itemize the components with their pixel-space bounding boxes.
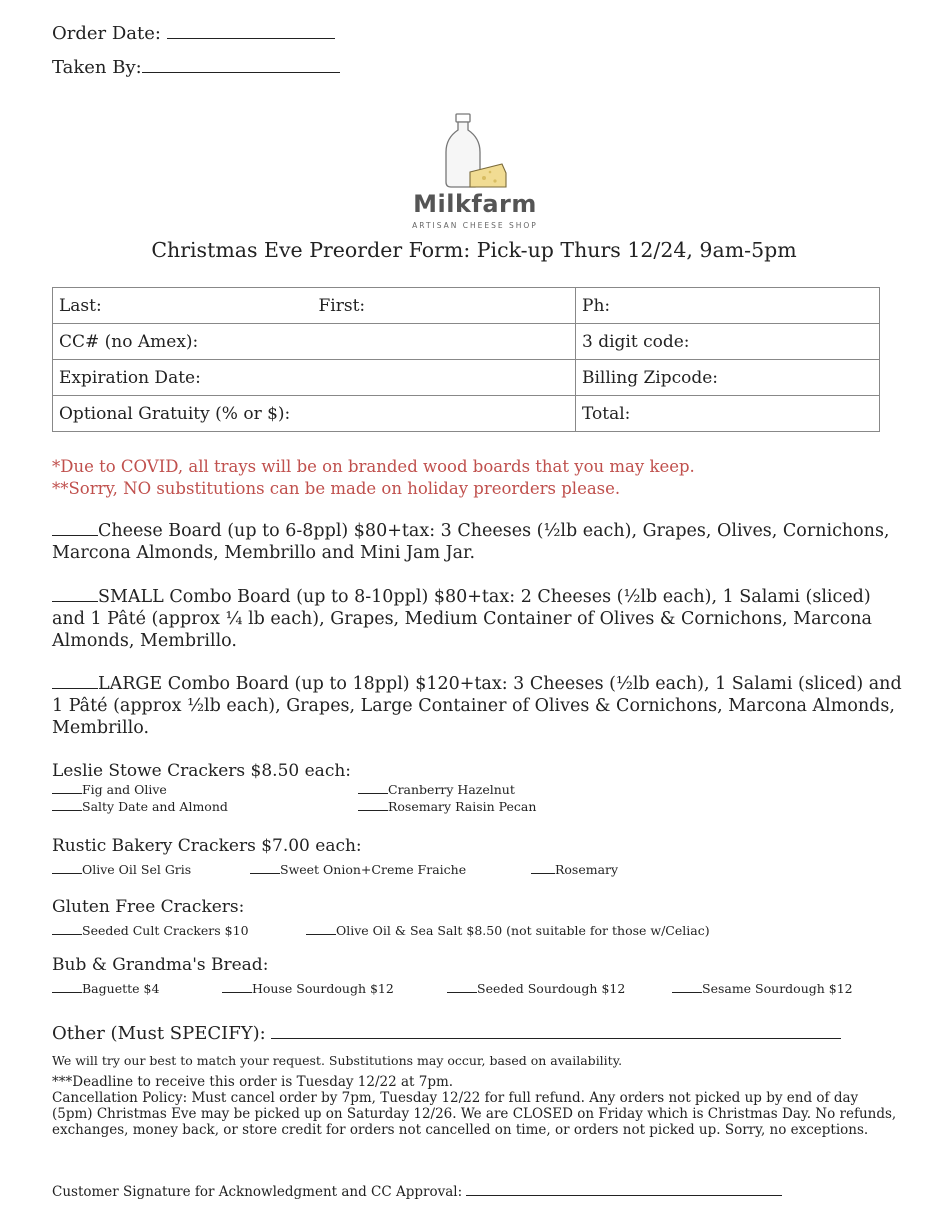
substitution-notice: **Sorry, NO substitutions can be made on holiday preorders please. xyxy=(52,479,621,498)
signature-line[interactable] xyxy=(466,1183,782,1196)
qty-line[interactable] xyxy=(531,863,555,874)
phone-label: Ph: xyxy=(582,295,611,316)
total-cell[interactable] xyxy=(576,396,880,432)
order-date-label: Order Date: xyxy=(52,23,161,44)
taken-by-field[interactable] xyxy=(52,56,340,78)
first-name-label: First: xyxy=(318,295,366,316)
brand-tagline: ARTISAN CHEESE SHOP xyxy=(412,221,538,230)
cc-cell[interactable] xyxy=(53,324,576,360)
list-item[interactable] xyxy=(52,862,191,877)
page-title: Christmas Eve Preorder Form: Pick-up Thurs 12/24, 9am-5pm xyxy=(151,238,797,262)
substitution-note: We will try our best to match your request. Substitutions may occur, based on availability. xyxy=(52,1053,623,1068)
code-cell[interactable] xyxy=(576,324,880,360)
table-row xyxy=(53,396,880,432)
table-row xyxy=(53,288,880,324)
qty-line[interactable] xyxy=(447,982,477,993)
list-item[interactable] xyxy=(52,981,159,996)
list-item[interactable] xyxy=(52,923,249,938)
expiration-cell[interactable] xyxy=(53,360,576,396)
bread-title: Bub & Grandma's Bread: xyxy=(52,955,269,975)
small-combo-qty-line[interactable] xyxy=(52,587,98,602)
qty-line[interactable] xyxy=(250,863,280,874)
list-item[interactable] xyxy=(447,981,625,996)
table-row xyxy=(53,360,880,396)
cheese-board-item xyxy=(52,520,902,564)
large-combo-qty-line[interactable] xyxy=(52,674,98,689)
total-label: Total: xyxy=(582,403,631,424)
cancellation-policy: Cancellation Policy: Must cancel order by 7pm, Tuesday 12/22 for full refund. Any orders not picked up by end of day (5pm) Christmas Eve may be picked up on Saturday 12/26. We are CLOSED on Friday which is Christmas Day. No refunds, exchanges, money back, or store credit for orders not cancelled on time, or orders not picked up. Sorry, no exceptions. xyxy=(52,1090,897,1138)
list-item[interactable] xyxy=(358,782,515,797)
qty-line[interactable] xyxy=(52,863,82,874)
customer-info-table xyxy=(52,287,880,432)
qty-line[interactable] xyxy=(52,800,82,811)
phone-cell[interactable] xyxy=(576,288,880,324)
qty-line[interactable] xyxy=(306,924,336,935)
option-label: Salty Date and Almond xyxy=(82,799,228,814)
cc-label: CC# (no Amex): xyxy=(59,331,199,352)
zipcode-label: Billing Zipcode: xyxy=(582,367,719,388)
gratuity-cell[interactable] xyxy=(53,396,576,432)
option-label: House Sourdough $12 xyxy=(252,981,394,996)
deadline-note: ***Deadline to receive this order is Tuesday 12/22 at 7pm. xyxy=(52,1074,454,1090)
expiration-label: Expiration Date: xyxy=(59,367,201,388)
code-label: 3 digit code: xyxy=(582,331,690,352)
large-combo-desc: LARGE Combo Board (up to 18ppl) $120+tax: 3 Cheeses (½lb each), 1 Salami (sliced) and 1 Pâté (approx ½lb each), Grapes, Large Container of Olives & Cornichons, Marcona Almonds, Membrillo. xyxy=(52,674,902,738)
list-item[interactable] xyxy=(358,799,536,814)
small-combo-item xyxy=(52,586,902,652)
option-label: Seeded Cult Crackers $10 xyxy=(82,923,249,938)
option-label: Baguette $4 xyxy=(82,981,160,996)
list-item[interactable] xyxy=(306,923,710,938)
other-label: Other (Must SPECIFY): xyxy=(52,1023,266,1044)
order-date-field[interactable] xyxy=(52,22,335,44)
option-label: Rosemary xyxy=(555,862,619,877)
last-name-label: Last: xyxy=(59,295,102,316)
qty-line[interactable] xyxy=(52,783,82,794)
other-line[interactable] xyxy=(271,1020,841,1039)
cheese-board-qty-line[interactable] xyxy=(52,521,98,536)
option-label: Rosemary Raisin Pecan xyxy=(388,799,537,814)
list-item[interactable] xyxy=(52,799,228,814)
option-label: Sweet Onion+Creme Fraiche xyxy=(280,862,467,877)
taken-by-line[interactable] xyxy=(142,56,340,73)
name-cell[interactable] xyxy=(53,288,576,324)
qty-line[interactable] xyxy=(358,800,388,811)
list-item[interactable] xyxy=(672,981,853,996)
gluten-free-title: Gluten Free Crackers: xyxy=(52,897,245,917)
small-combo-desc: SMALL Combo Board (up to 8-10ppl) $80+tax: 2 Cheeses (½lb each), 1 Salami (sliced) and 1 Pâté (approx ¼ lb each), Grapes, Medium Container of Olives & Cornichons, Marcona Almonds, Membrillo. xyxy=(52,587,872,651)
leslie-title: Leslie Stowe Crackers $8.50 each: xyxy=(52,761,352,781)
rustic-title: Rustic Bakery Crackers $7.00 each: xyxy=(52,836,362,856)
option-label: Cranberry Hazelnut xyxy=(388,782,515,797)
qty-line[interactable] xyxy=(222,982,252,993)
qty-line[interactable] xyxy=(358,783,388,794)
signature-label: Customer Signature for Acknowledgment and CC Approval: xyxy=(52,1184,463,1200)
cheese-board-desc: Cheese Board (up to 6-8ppl) $80+tax: 3 Cheeses (½lb each), Grapes, Olives, Cornichons, Marcona Almonds, Membrillo and Mini Jam Jar. xyxy=(52,521,890,563)
option-label: Sesame Sourdough $12 xyxy=(702,981,853,996)
gratuity-label: Optional Gratuity (% or $): xyxy=(59,403,291,424)
list-item[interactable] xyxy=(531,862,618,877)
covid-notice: *Due to COVID, all trays will be on branded wood boards that you may keep. xyxy=(52,457,695,476)
list-item[interactable] xyxy=(52,782,167,797)
signature-field[interactable] xyxy=(52,1183,782,1200)
qty-line[interactable] xyxy=(52,924,82,935)
option-label: Seeded Sourdough $12 xyxy=(477,981,626,996)
other-field[interactable] xyxy=(52,1020,841,1044)
option-label: Olive Oil Sel Gris xyxy=(82,862,192,877)
option-label: Olive Oil & Sea Salt $8.50 (not suitable for those w/Celiac) xyxy=(336,923,710,938)
qty-line[interactable] xyxy=(52,982,82,993)
order-date-line[interactable] xyxy=(167,22,335,39)
list-item[interactable] xyxy=(222,981,394,996)
table-row xyxy=(53,324,880,360)
option-label: Fig and Olive xyxy=(82,782,167,797)
taken-by-label: Taken By: xyxy=(52,57,142,78)
zipcode-cell[interactable] xyxy=(576,360,880,396)
brand-name: Milkfarm xyxy=(413,190,537,218)
large-combo-item xyxy=(52,673,902,739)
qty-line[interactable] xyxy=(672,982,702,993)
list-item[interactable] xyxy=(250,862,466,877)
